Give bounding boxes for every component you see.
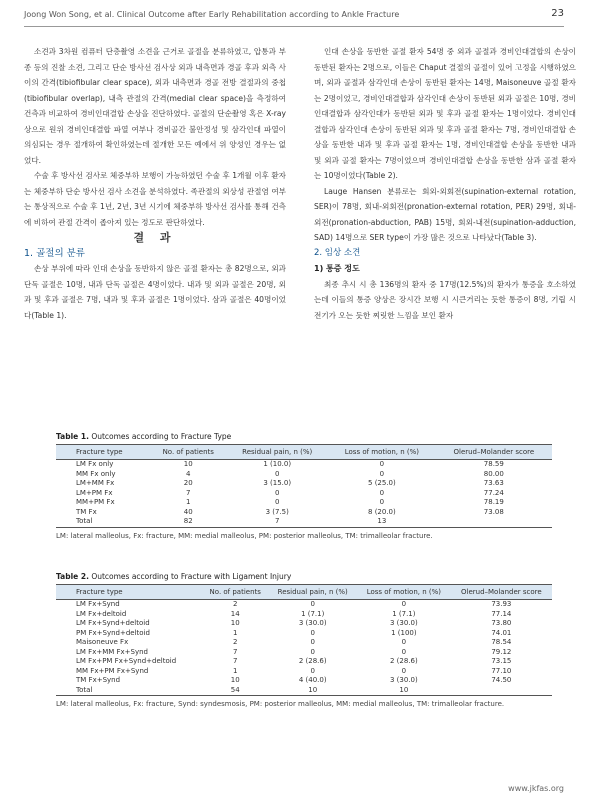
table-cell: 77.10 [491,666,512,675]
table-cell: MM Fx only [76,469,116,478]
table-cell: 1 (10.0) [263,460,292,468]
table-cell: 77.24 [483,488,504,497]
table-cell: 0 [274,498,280,506]
table-cell: 0 [379,488,385,497]
table-cell: 1 [233,628,238,637]
table-row [56,676,552,686]
table-title: Outcomes according to Fracture with Ligament Injury [91,572,292,581]
table-header-row [56,445,552,460]
table-cell: LM+PM Fx [76,488,113,497]
table-cell: 0 [310,638,315,646]
table-cell: 4 [186,469,191,478]
table-row [56,686,552,696]
table-row [56,498,552,508]
table-cell: 7 [233,647,238,656]
table-cell: 1 [233,666,238,675]
column-header: Loss of motion, n (%) [357,585,451,600]
page-number: 23 [551,8,564,19]
table-cell: 73.93 [491,600,512,608]
column-header: Residual pain, n (%) [268,585,357,600]
table-cell: 0 [310,600,315,608]
column-header: No. of patients [150,445,226,460]
table-cell: 1 [186,498,191,506]
table-cell: 2 [233,638,238,646]
section-heading-results: 결 과 [133,231,177,244]
column-header: Olerud–Molander score [451,585,552,600]
table-cell: 7 [186,488,191,497]
table-cell: 3 (7.5) [265,507,289,516]
journal-url: www.jkfas.org [508,784,564,793]
table-cell: 10 [230,676,240,684]
table-cell: 3 (30.0) [390,676,418,684]
table-cell: LM Fx+deltoid [76,609,127,618]
table-cell: Total [56,517,150,527]
table-row [56,610,552,620]
table-footnote: LM: lateral malleolus, Fx: fracture, MM: medial malleolus, PM: posterior malleolus, TM: trimalleolar fracture. [56,531,433,540]
table-cell: Total [56,686,202,696]
table-cell: TM Fx+Synd [76,676,121,684]
table-cell: 82 [150,517,226,527]
table-cell: MM Fx+PM Fx+Synd [76,666,149,675]
table-cell: 1 (100) [391,628,417,637]
table-cell: LM Fx+Synd+deltoid [76,619,150,627]
table-cell: 78.19 [483,498,504,506]
table-cell: 78.59 [483,460,504,468]
right-column [314,44,576,323]
table-cell: 0 [401,600,407,608]
table-cell: 0 [274,488,280,497]
left-column [24,44,286,323]
table-cell: 40 [183,507,193,516]
table-cell: 3 (15.0) [263,479,292,487]
table-cell: 0 [310,666,315,675]
table-cell: 0 [310,628,315,637]
table-2 [56,584,552,696]
paragraph: 손상 부위에 따라 인대 손상을 동반하지 않은 골절 환자는 총 82명으로, 외과 단독 골절은 10명, 내과 단독 골절은 4명이었다. 내과 및 외과 골절은 20명, 외과 및 후과 골절은 7명, 내과 및 후과 골절은 1명이었다. 삼과 골절은 40명이었다(Table 1). [24,264,286,320]
table-cell: 79.12 [491,647,512,656]
table-cell: 54 [202,686,268,696]
column-header: No. of patients [202,585,268,600]
table-cell: TM Fx [76,507,97,516]
table-row [56,517,552,527]
table-row [56,460,552,470]
table-label: Table 1. [56,432,89,441]
subsection-heading: 1. 골절의 분류 [24,247,85,259]
paragraph: Lauge Hansen 분류로는 회외-외회전(supination-external rotation, SER)이 78명, 회내-외회전(pronation-external rotation, PER) 29명, 회내-외전(pronation-abduction, PAB) 15명, 회외-내전(supination-adduction, SAD) 14명으로 SER type이 가장 많은 것으로 나타났다(Table 3). [314,186,576,242]
column-header: Loss of motion, n (%) [328,445,436,460]
subsection-heading: 2. 임상 소견 [314,247,361,258]
table-cell: MM+PM Fx [76,498,115,506]
table-row [56,667,552,677]
table-caption [56,432,552,441]
table-cell: 73.15 [491,657,512,665]
table-cell: LM Fx only [76,460,114,468]
table-cell: 13 [328,517,436,527]
table-cell: 20 [183,479,193,487]
table-cell [436,517,552,527]
table-label: Table 2. [56,572,89,581]
table-cell: 3 (30.0) [390,619,418,627]
table-cell: LM Fx+PM Fx+Synd+deltoid [76,657,177,665]
table-cell: LM+MM Fx [76,479,115,487]
table-cell: Maisoneuve Fx [76,638,129,646]
running-header [24,10,564,32]
table-cell: 3 (30.0) [298,619,327,627]
column-header: Fracture type [56,585,202,600]
table-cell: 0 [379,460,385,468]
column-header: Olerud–Molander score [436,445,552,460]
table-cell: 73.08 [483,507,504,516]
header-rule [24,26,564,27]
table-cell: 10 [268,686,357,696]
table-cell: 74.01 [491,628,512,637]
table-cell: 2 (28.6) [390,657,418,665]
table-footnote: LM: lateral malleolus, Fx: fracture, Synd: syndesmosis, PM: posterior malleolus, MM: medial malleolus, TM: trimalleolar fracture. [56,700,505,708]
table-2-block [56,572,552,708]
table-caption [56,572,552,581]
table-1-block [56,432,552,540]
table-cell: 7 [226,517,328,527]
sub-subsection-heading: 1) 통증 정도 [314,264,360,273]
running-head-title: Joong Won Song, et al. Clinical Outcome after Early Rehabilitation according to Ankle Fracture [24,10,400,19]
table-row [56,638,552,648]
table-cell: LM Fx+MM Fx+Synd [76,647,149,656]
table-cell: 2 (28.6) [298,657,327,665]
table-row [56,648,552,658]
table-cell: LM Fx+Synd [76,600,120,608]
table-cell [451,686,552,696]
table-cell: 0 [274,469,280,478]
table-cell: 1 (7.1) [392,609,416,618]
table-cell: 0 [379,469,385,478]
table-cell: 80.00 [483,469,504,478]
table-cell: 73.80 [491,619,512,627]
table-cell: 14 [230,609,240,618]
table-cell: 78.54 [491,638,512,646]
paragraph: 수술 후 방사선 검사로 체중부하 보행이 가능하였던 수술 후 1개월 이후 환자는 체중부하 단순 방사선 검사 소견을 분석하였다. 족관절의 외상성 관절염 여부는 통상적으로 수술 후 1년, 2년, 3년 시기에 체중부하 방사선 검사를 통해 건측에 비하여 관절 간격이 좁아져 있는 정도로 판단하였다. [24,171,286,227]
table-cell: 10 [183,460,193,468]
table-cell: 0 [401,666,407,675]
table-cell: 10 [230,619,240,627]
table-row [56,489,552,499]
table-cell: 0 [401,647,407,656]
table-cell: 0 [310,647,315,656]
table-row [56,619,552,629]
paragraph: 인대 손상을 동반한 골절 환자 54명 중 외과 골절과 경비인대결합의 손상이 동반된 환자는 2명으로, 이들은 Chaput 결절의 골절이 있어 고정을 시행하였으며, 외과 골절과 삼각인대 손상이 동반된 환자는 14명, Maisoneuve 골절 환자는 2명이었고, 경비인대결합과 삼각인대 손상이 동반된 외과 골절은 10명, 경비인대결합과 삼각인대가 동반된 외과 및 후과 골절 환자는 1명이었다. 경비인대결합과 삼각인대 손상이 동반된 외과 및 후과 골절 환자는 7명, 경비인대결합 손상을 동반한 내과 및 후과 골절 환자는 1명, 경비인대결합 손상을 동반한 내과 및 외과 골절 환자는 7명이었으며 경비인대결합 손상을 동반한 삼과 골절 환자는 10명이었다(Table 2). [314,47,576,180]
table-cell: 0 [401,638,407,646]
column-header: Fracture type [56,445,150,460]
table-cell: 10 [357,686,451,696]
table-cell: PM Fx+Synd+deltoid [76,628,150,637]
table-cell: 5 (25.0) [368,479,396,487]
table-header-row [56,585,552,600]
table-row [56,629,552,639]
paragraph: 최종 추시 시 총 136명의 환자 중 17명(12.5%)의 환자가 통증을 호소하였는데 이들의 통증 양상은 장시간 보행 시 시큰거리는 듯한 통증이 8명, 기립 시 전기가 오는 듯한 찌릿한 느낌을 보인 환자 [314,279,576,320]
table-cell: 4 (40.0) [298,676,327,684]
table-cell: 74.50 [491,676,512,684]
table-cell: 7 [233,657,238,665]
table-1 [56,444,552,528]
table-cell: 77.14 [491,609,512,618]
table-cell: 8 (20.0) [368,507,396,516]
table-cell: 2 [233,600,238,608]
table-row [56,600,552,610]
table-cell: 1 (7.1) [301,609,325,618]
table-row [56,508,552,518]
table-cell: 0 [379,498,385,506]
table-row [56,657,552,667]
paragraph: 소견과 3차원 컴퓨터 단층촬영 소견을 근거로 골절을 분류하였고, 압통과 부종 등의 진찰 소견, 그리고 단순 방사선 검사상 외과 내측면과 경골 후과 외측 사이의 간격(tibiofibular clear space), 외과 내측면과 경골 전방 결절과의 중첩(tibiofibular overlap), 내측 관절의 간격(medial clear space)을 측정하여 건측과 비교하여 경비인대결합 손상을 진단하였다. 골절의 단순촬영 혹은 X-ray상으로 원위 경비인대결합 파열 여부나 경비골간 불안정성 및 삼각인대 파열이 의심되는 경우 절개하여 확인하였는데 절개한 모든 예에서 위 양성인 경우는 없었다. [24,47,286,165]
table-row [56,470,552,480]
table-title: Outcomes according to Fracture Type [91,432,232,441]
table-row [56,479,552,489]
table-cell: 73.63 [483,479,504,487]
column-header: Residual pain, n (%) [226,445,328,460]
